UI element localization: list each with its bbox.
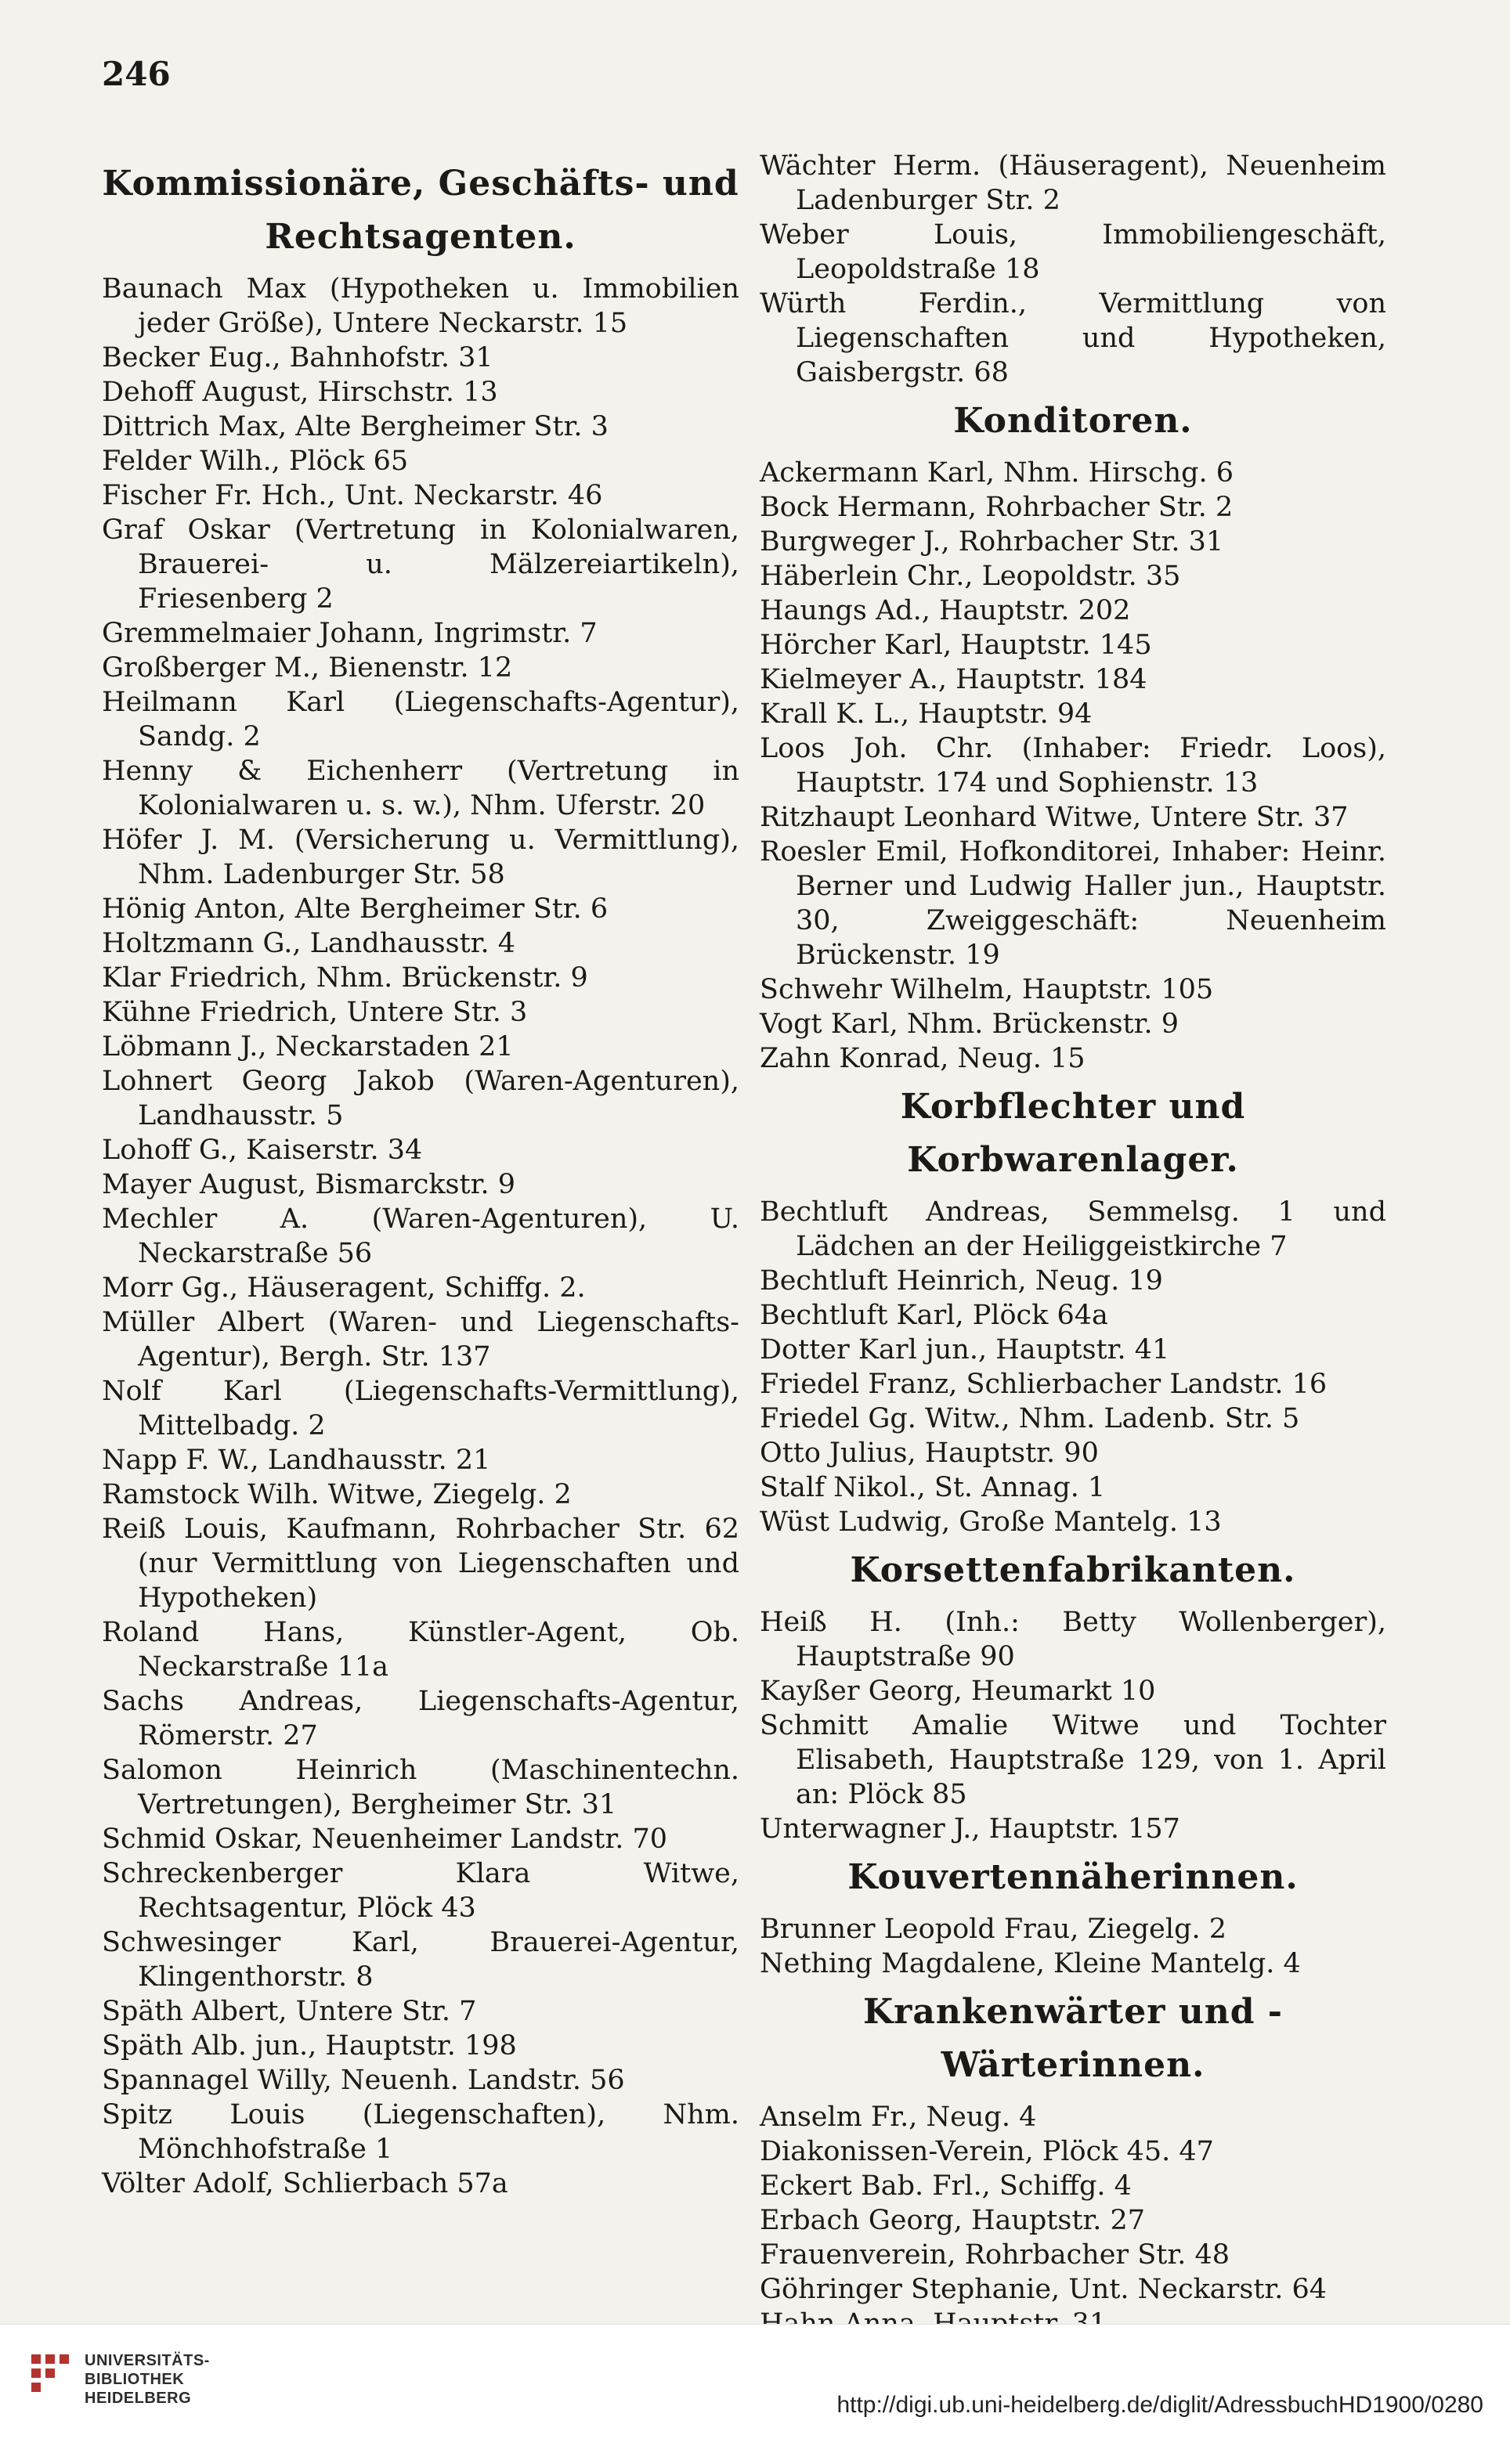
directory-entry: Hörcher Karl, Hauptstr. 145 (760, 630, 1152, 661)
directory-entry: Völter Adolf, Schlierbach 57a (102, 2168, 508, 2199)
right-column (760, 149, 1386, 2376)
logo-line-1: UNIVERSITÄTS- (85, 2352, 210, 2369)
section-heading: Kouvertennäherinnen. (847, 1857, 1299, 1897)
directory-entry: Mechler A. (Waren-Agenturen), U. Neckarstraße 56 (102, 1203, 739, 1269)
directory-entry: Heilmann Karl (Liegenschafts-Agentur), Sandg. 2 (102, 687, 739, 752)
logo-line-2: BIBLIOTHEK (85, 2371, 185, 2388)
directory-entry: Diakonissen-Verein, Plöck 45. 47 (760, 2136, 1214, 2167)
source-url-link[interactable]: http://digi.ub.uni-heidelberg.de/diglit/AdressbuchHD1900/0280 (836, 2392, 1483, 2418)
directory-entry: Kielmeyer A., Hauptstr. 184 (760, 664, 1147, 695)
directory-entry: Holtzmann G., Landhausstr. 4 (102, 928, 516, 959)
section-heading: Krankenwärter und -Wärterinnen. (862, 1992, 1284, 2085)
directory-entry: Anselm Fr., Neug. 4 (760, 2101, 1037, 2133)
directory-entry: Lohnert Georg Jakob (Waren-Agenturen), Landhausstr. 5 (102, 1066, 739, 1131)
directory-entry: Höfer J. M. (Versicherung u. Vermittlung), Nhm. Ladenburger Str. 58 (102, 824, 739, 890)
directory-entry: Dittrich Max, Alte Bergheimer Str. 3 (102, 411, 609, 442)
directory-entry: Müller Albert (Waren- und Liegenschafts-Agentur), Bergh. Str. 137 (102, 1307, 739, 1373)
directory-entry: Spitz Louis (Liegenschaften), Nhm. Mönchhofstraße 1 (102, 2099, 739, 2165)
directory-entry: Löbmann J., Neckarstaden 21 (102, 1031, 514, 1062)
directory-entry: Göhringer Stephanie, Unt. Neckarstr. 64 (760, 2274, 1328, 2305)
section-heading: Konditoren. (953, 401, 1193, 441)
directory-entry: Nething Magdalene, Kleine Mantelg. 4 (760, 1948, 1301, 1979)
directory-entry: Kayßer Georg, Heumarkt 10 (760, 1676, 1156, 1707)
directory-entry: Würth Ferdin., Vermittlung von Liegenschaften und Hypotheken, Gaisbergstr. 68 (760, 288, 1386, 388)
directory-entry: Kühne Friedrich, Untere Str. 3 (102, 997, 528, 1028)
directory-entry: Nolf Karl (Liegenschafts-Vermittlung), Mittelbadg. 2 (102, 1376, 739, 1441)
section-heading: Korbflechter und Korbwarenlager. (900, 1087, 1246, 1180)
directory-entry: Schreckenberger Klara Witwe, Rechtsagentur, Plöck 43 (102, 1858, 739, 1924)
directory-entry: Lohoff G., Kaiserstr. 34 (102, 1135, 423, 1166)
directory-entry: Krall K. L., Hauptstr. 94 (760, 698, 1093, 730)
directory-entry: Schmitt Amalie Witwe und Tochter Elisabeth, Hauptstraße 129, von 1. April an: Plöck 85 (760, 1710, 1386, 1810)
directory-entry: Reiß Louis, Kaufmann, Rohrbacher Str. 62 (nur Vermittlung von Liegenschaften und Hypotheken) (102, 1513, 739, 1614)
directory-entry: Bechtluft Heinrich, Neug. 19 (760, 1265, 1163, 1297)
directory-entry: Erbach Georg, Hauptstr. 27 (760, 2205, 1146, 2236)
directory-entry: Henny & Eichenherr (Vertretung in Kolonialwaren u. s. w.), Nhm. Uferstr. 20 (102, 756, 739, 821)
directory-entry: Bechtluft Andreas, Semmelsg. 1 und Lädchen an der Heiliggeistkirche 7 (760, 1196, 1386, 1262)
directory-entry: Wächter Herm. (Häuseragent), Neuenheim Ladenburger Str. 2 (760, 150, 1386, 216)
logo-line-3: HEIDELBERG (85, 2390, 192, 2407)
directory-entry: Mayer August, Bismarckstr. 9 (102, 1169, 515, 1200)
directory-entry: Vogt Karl, Nhm. Brückenstr. 9 (760, 1008, 1179, 1040)
directory-entry: Gremmelmaier Johann, Ingrimstr. 7 (102, 618, 598, 649)
directory-entry: Stalf Nikol., St. Annag. 1 (760, 1472, 1106, 1503)
page-number: 246 (102, 55, 171, 93)
directory-entry: Friedel Franz, Schlierbacher Landstr. 16 (760, 1369, 1328, 1400)
library-logo-icon (28, 2351, 75, 2414)
footer-bar (0, 2324, 1510, 2464)
directory-entry: Burgweger J., Rohrbacher Str. 31 (760, 526, 1224, 557)
directory-entry: Späth Albert, Untere Str. 7 (102, 1996, 477, 2027)
directory-entry: Ackermann Karl, Nhm. Hirschg. 6 (760, 457, 1234, 489)
directory-entry: Frauenverein, Rohrbacher Str. 48 (760, 2239, 1230, 2271)
directory-entry: Späth Alb. jun., Hauptstr. 198 (102, 2030, 517, 2062)
directory-entry: Fischer Fr. Hch., Unt. Neckarstr. 46 (102, 480, 603, 511)
directory-entry: Graf Oskar (Vertretung in Kolonialwaren, Brauerei- u. Mälzereiartikeln), Friesenberg 2 (102, 514, 739, 615)
directory-entry: Zahn Konrad, Neug. 15 (760, 1043, 1086, 1074)
directory-entry: Unterwagner J., Hauptstr. 157 (760, 1813, 1180, 1845)
section-heading: Korsettenfabrikanten. (850, 1550, 1296, 1590)
directory-entry: Hönig Anton, Alte Bergheimer Str. 6 (102, 893, 609, 925)
directory-entry: Napp F. W., Landhausstr. 21 (102, 1445, 491, 1476)
directory-entry: Ramstock Wilh. Witwe, Ziegelg. 2 (102, 1479, 572, 1510)
directory-entry: Schwehr Wilhelm, Hauptstr. 105 (760, 974, 1214, 1005)
directory-entry: Brunner Leopold Frau, Ziegelg. 2 (760, 1914, 1227, 1945)
directory-entry: Otto Julius, Hauptstr. 90 (760, 1438, 1099, 1469)
directory-entry: Großberger M., Bienenstr. 12 (102, 652, 513, 684)
directory-entry: Spannagel Willy, Neuenh. Landstr. 56 (102, 2065, 625, 2096)
directory-entry: Weber Louis, Immobiliengeschäft, Leopoldstraße 18 (760, 219, 1386, 285)
directory-entry: Schmid Oskar, Neuenheimer Landstr. 70 (102, 1824, 667, 1855)
library-logo (28, 2347, 216, 2433)
directory-entry: Bechtluft Karl, Plöck 64a (760, 1300, 1108, 1331)
left-column (102, 153, 739, 2201)
directory-entry: Eckert Bab. Frl., Schiffg. 4 (760, 2170, 1132, 2202)
directory-entry: Roland Hans, Künstler-Agent, Ob. Neckarstraße 11a (102, 1617, 739, 1683)
directory-entry: Baunach Max (Hypotheken u. Immobilien jeder Größe), Untere Neckarstr. 15 (102, 273, 739, 339)
directory-entry: Morr Gg., Häuseragent, Schiffg. 2. (102, 1272, 586, 1304)
directory-entry: Schwesinger Karl, Brauerei-Agentur, Klingenthorstr. 8 (102, 1927, 739, 1993)
section-heading: Kommissionäre, Geschäfts- und Rechtsagenten. (102, 164, 739, 257)
directory-entry: Ritzhaupt Leonhard Witwe, Untere Str. 37 (760, 802, 1349, 833)
directory-entry: Felder Wilh., Plöck 65 (102, 446, 409, 477)
directory-entry: Bock Hermann, Rohrbacher Str. 2 (760, 492, 1234, 523)
directory-entry: Friedel Gg. Witw., Nhm. Ladenb. Str. 5 (760, 1403, 1300, 1434)
directory-entry: Heiß H. (Inh.: Betty Wollenberger), Hauptstraße 90 (760, 1607, 1386, 1672)
directory-entry: Loos Joh. Chr. (Inhaber: Friedr. Loos), Hauptstr. 174 und Sophienstr. 13 (760, 733, 1386, 799)
directory-entry: Haungs Ad., Hauptstr. 202 (760, 595, 1131, 626)
directory-entry: Häberlein Chr., Leopoldstr. 35 (760, 561, 1181, 592)
directory-entry: Wüst Ludwig, Große Mantelg. 13 (760, 1506, 1222, 1538)
directory-entry: Becker Eug., Bahnhofstr. 31 (102, 342, 493, 373)
directory-entry: Klar Friedrich, Nhm. Brückenstr. 9 (102, 962, 588, 994)
directory-entry: Salomon Heinrich (Maschinentechn. Vertretungen), Bergheimer Str. 31 (102, 1755, 739, 1820)
directory-entry: Sachs Andreas, Liegenschafts-Agentur, Römerstr. 27 (102, 1686, 739, 1751)
directory-entry: Dotter Karl jun., Hauptstr. 41 (760, 1334, 1170, 1365)
directory-entry: Dehoff August, Hirschstr. 13 (102, 377, 498, 408)
directory-entry: Roesler Emil, Hofkonditorei, Inhaber: Heinr. Berner und Ludwig Haller jun., Hauptstr. 30, Zweiggeschäft: Neuenheim Brückenstr. 19 (760, 836, 1386, 971)
